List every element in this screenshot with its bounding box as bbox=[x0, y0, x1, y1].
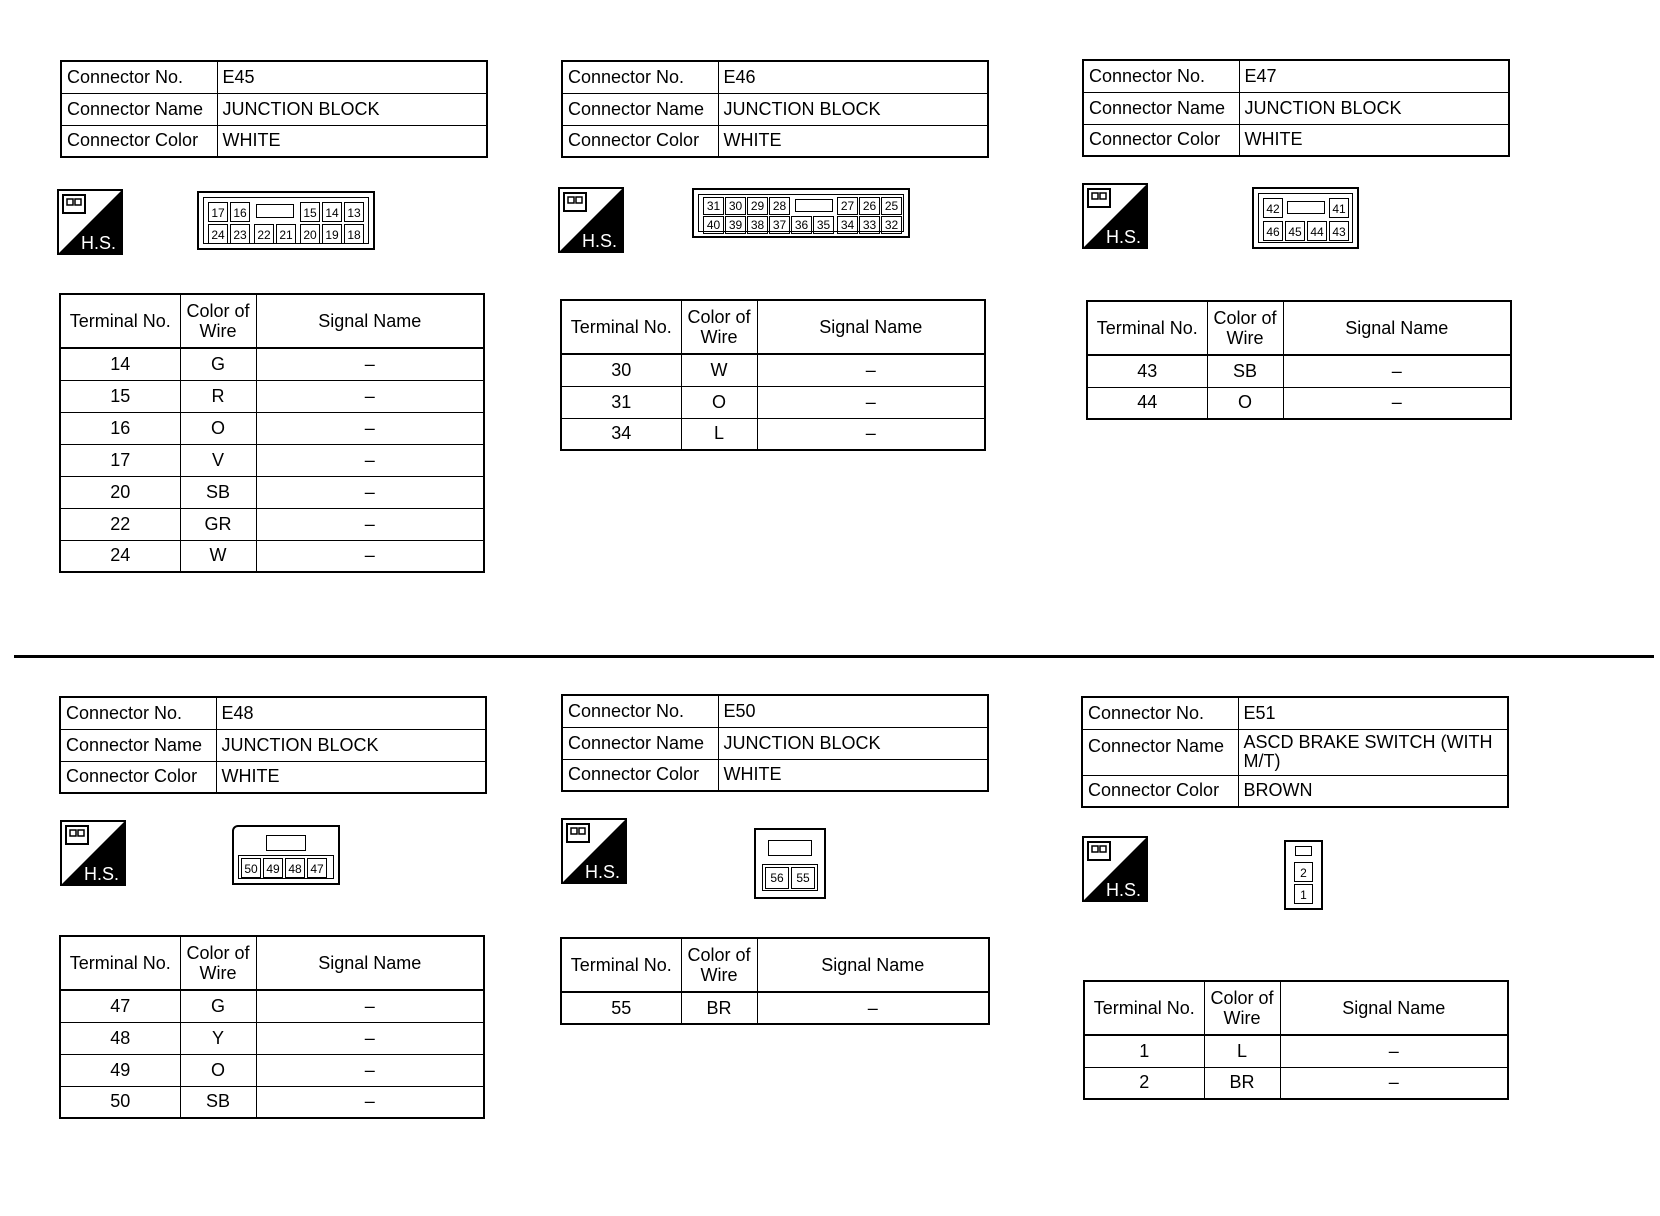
connector-no-value: E48 bbox=[216, 697, 486, 729]
connector-no-value: E47 bbox=[1239, 60, 1509, 92]
connector-face-e45 bbox=[197, 191, 375, 250]
wire-color-header: Color of Wire bbox=[1204, 981, 1280, 1035]
connector-color-label: Connector Color bbox=[562, 125, 718, 157]
pin: 23 bbox=[230, 224, 250, 244]
connector-panel-e46 bbox=[561, 60, 1021, 158]
table-row: 15 R – bbox=[60, 380, 484, 412]
hs-label: H.S. bbox=[585, 862, 621, 882]
hs-label: H.S. bbox=[81, 233, 117, 253]
table-row: 20 SB – bbox=[60, 476, 484, 508]
pin: 42 bbox=[1263, 198, 1283, 218]
pin: 28 bbox=[769, 197, 790, 215]
harness-side-icon bbox=[558, 187, 624, 253]
signal-name-header: Signal Name bbox=[256, 936, 484, 990]
connector-name-value: JUNCTION BLOCK bbox=[718, 93, 988, 125]
terminal-no-header: Terminal No. bbox=[561, 300, 681, 354]
connector-face-e48 bbox=[232, 825, 340, 885]
harness-side-icon bbox=[60, 820, 126, 886]
table-row: 44 O – bbox=[1087, 387, 1511, 419]
pin: 25 bbox=[881, 197, 902, 215]
pin: 44 bbox=[1307, 221, 1327, 241]
connector-info-table bbox=[60, 60, 488, 158]
pin: 30 bbox=[725, 197, 746, 215]
connector-no-label: Connector No. bbox=[61, 61, 217, 93]
pin: 47 bbox=[307, 858, 327, 878]
connector-latch bbox=[768, 840, 812, 856]
connector-latch bbox=[1287, 201, 1325, 214]
connector-no-value: E46 bbox=[718, 61, 988, 93]
pin: 36 bbox=[791, 216, 812, 234]
connector-color-label: Connector Color bbox=[1082, 775, 1238, 807]
signal-name-header: Signal Name bbox=[757, 300, 985, 354]
pin: 43 bbox=[1329, 221, 1349, 241]
connector-no-label: Connector No. bbox=[562, 695, 718, 727]
connector-color-value: WHITE bbox=[718, 125, 988, 157]
connector-info-table bbox=[561, 694, 989, 792]
signal-name-header: Signal Name bbox=[1283, 301, 1511, 355]
connector-name-value: JUNCTION BLOCK bbox=[216, 729, 486, 761]
pin: 35 bbox=[813, 216, 834, 234]
connector-panel-e48 bbox=[59, 696, 519, 794]
connector-color-value: WHITE bbox=[718, 759, 988, 791]
pin: 31 bbox=[703, 197, 724, 215]
connector-latch bbox=[266, 835, 306, 851]
hs-label: H.S. bbox=[582, 231, 618, 251]
harness-side-icon bbox=[561, 818, 627, 884]
connector-no-value: E51 bbox=[1238, 697, 1508, 729]
signal-name-header: Signal Name bbox=[1280, 981, 1508, 1035]
pin: 45 bbox=[1285, 221, 1305, 241]
connector-no-value: E50 bbox=[718, 695, 988, 727]
table-row: 47 G – bbox=[60, 990, 484, 1022]
pin: 38 bbox=[747, 216, 768, 234]
pin: 49 bbox=[263, 858, 283, 878]
terminal-table-e50 bbox=[560, 937, 990, 1025]
wire-color-header: Color of Wire bbox=[1207, 301, 1283, 355]
pin: 50 bbox=[241, 858, 261, 878]
table-row: 43 SB – bbox=[1087, 355, 1511, 387]
table-row: 30 W – bbox=[561, 354, 985, 386]
pin: 48 bbox=[285, 858, 305, 878]
table-row: 22 GR – bbox=[60, 508, 484, 540]
wire-color-header: Color of Wire bbox=[180, 936, 256, 990]
connector-info-table bbox=[561, 60, 989, 158]
harness-side-icon bbox=[57, 189, 123, 255]
pin: 13 bbox=[344, 202, 364, 222]
wire-color-header: Color of Wire bbox=[681, 300, 757, 354]
pin: 20 bbox=[300, 224, 320, 244]
table-row: 49 O – bbox=[60, 1054, 484, 1086]
connector-face-e51 bbox=[1284, 840, 1323, 910]
connector-panel-e50 bbox=[561, 694, 1021, 792]
signal-name-header: Signal Name bbox=[256, 294, 484, 348]
pin: 27 bbox=[837, 197, 858, 215]
connector-name-label: Connector Name bbox=[562, 93, 718, 125]
connector-face-e47 bbox=[1252, 187, 1359, 249]
table-row: 16 O – bbox=[60, 412, 484, 444]
table-row: 50 SB – bbox=[60, 1086, 484, 1118]
pin: 29 bbox=[747, 197, 768, 215]
pin: 16 bbox=[230, 202, 250, 222]
table-row: 14 G – bbox=[60, 348, 484, 380]
pin: 17 bbox=[208, 202, 228, 222]
connector-info-table bbox=[1081, 696, 1509, 808]
pin: 46 bbox=[1263, 221, 1283, 241]
pin: 33 bbox=[859, 216, 880, 234]
pin: 41 bbox=[1329, 198, 1349, 218]
pin: 14 bbox=[322, 202, 342, 222]
connector-no-value: E45 bbox=[217, 61, 487, 93]
table-row: 34 L – bbox=[561, 418, 985, 450]
pin: 26 bbox=[859, 197, 880, 215]
terminal-no-header: Terminal No. bbox=[561, 938, 681, 992]
terminal-table-e47 bbox=[1086, 300, 1512, 420]
wire-color-header: Color of Wire bbox=[681, 938, 757, 992]
hs-label: H.S. bbox=[84, 864, 120, 884]
connector-name-label: Connector Name bbox=[1083, 92, 1239, 124]
connector-name-value: JUNCTION BLOCK bbox=[1239, 92, 1509, 124]
connector-name-value: JUNCTION BLOCK bbox=[718, 727, 988, 759]
connector-color-value: WHITE bbox=[1239, 124, 1509, 156]
connector-color-label: Connector Color bbox=[61, 125, 217, 157]
connector-name-label: Connector Name bbox=[1082, 729, 1238, 775]
terminal-table-e46 bbox=[560, 299, 986, 451]
hs-label: H.S. bbox=[1106, 227, 1142, 247]
connector-color-label: Connector Color bbox=[562, 759, 718, 791]
harness-side-icon bbox=[1082, 836, 1148, 902]
section-divider bbox=[14, 655, 1654, 658]
pin: 18 bbox=[344, 224, 364, 244]
connector-face-e46 bbox=[692, 188, 910, 238]
terminal-table-e48 bbox=[59, 935, 485, 1119]
terminal-no-header: Terminal No. bbox=[1084, 981, 1204, 1035]
connector-name-label: Connector Name bbox=[562, 727, 718, 759]
harness-side-icon bbox=[1082, 183, 1148, 249]
pin: 39 bbox=[725, 216, 746, 234]
connector-panel-e51 bbox=[1081, 696, 1541, 808]
pin: 24 bbox=[208, 224, 228, 244]
terminal-no-header: Terminal No. bbox=[1087, 301, 1207, 355]
connector-no-label: Connector No. bbox=[60, 697, 216, 729]
terminal-no-header: Terminal No. bbox=[60, 294, 180, 348]
connector-name-label: Connector Name bbox=[61, 93, 217, 125]
connector-panel-e45 bbox=[60, 60, 520, 158]
hs-label: H.S. bbox=[1106, 880, 1142, 900]
pin: 55 bbox=[791, 867, 815, 889]
connector-name-value: ASCD BRAKE SWITCH (WITH M/T) bbox=[1238, 729, 1508, 775]
table-row: 17 V – bbox=[60, 444, 484, 476]
connector-color-label: Connector Color bbox=[60, 761, 216, 793]
pin: 21 bbox=[276, 224, 296, 244]
connector-latch bbox=[795, 199, 833, 212]
connector-latch bbox=[256, 204, 294, 218]
pin: 22 bbox=[254, 224, 274, 244]
connector-face-e50 bbox=[754, 828, 826, 899]
table-row: 48 Y – bbox=[60, 1022, 484, 1054]
table-row: 24 W – bbox=[60, 540, 484, 572]
connector-color-value: WHITE bbox=[216, 761, 486, 793]
terminal-table-e45 bbox=[59, 293, 485, 573]
table-row: 31 O – bbox=[561, 386, 985, 418]
pin: 40 bbox=[703, 216, 724, 234]
connector-no-label: Connector No. bbox=[1083, 60, 1239, 92]
wire-color-header: Color of Wire bbox=[180, 294, 256, 348]
pin: 1 bbox=[1294, 884, 1313, 904]
pin: 34 bbox=[837, 216, 858, 234]
pin: 37 bbox=[769, 216, 790, 234]
table-row: 55 BR – bbox=[561, 992, 989, 1024]
table-row: 1 L – bbox=[1084, 1035, 1508, 1067]
connector-latch bbox=[1295, 846, 1312, 856]
connector-info-table bbox=[1082, 59, 1510, 157]
connector-color-value: WHITE bbox=[217, 125, 487, 157]
connector-name-value: JUNCTION BLOCK bbox=[217, 93, 487, 125]
connector-color-label: Connector Color bbox=[1083, 124, 1239, 156]
connector-info-table bbox=[59, 696, 487, 794]
table-row: 2 BR – bbox=[1084, 1067, 1508, 1099]
pin: 2 bbox=[1294, 862, 1313, 882]
signal-name-header: Signal Name bbox=[757, 938, 989, 992]
terminal-table-e51 bbox=[1083, 980, 1509, 1100]
terminal-no-header: Terminal No. bbox=[60, 936, 180, 990]
pin: 15 bbox=[300, 202, 320, 222]
pin: 56 bbox=[765, 867, 789, 889]
connector-color-value: BROWN bbox=[1238, 775, 1508, 807]
connector-no-label: Connector No. bbox=[1082, 697, 1238, 729]
pin: 19 bbox=[322, 224, 342, 244]
connector-panel-e47 bbox=[1082, 59, 1542, 157]
pin: 32 bbox=[881, 216, 902, 234]
connector-name-label: Connector Name bbox=[60, 729, 216, 761]
connector-no-label: Connector No. bbox=[562, 61, 718, 93]
